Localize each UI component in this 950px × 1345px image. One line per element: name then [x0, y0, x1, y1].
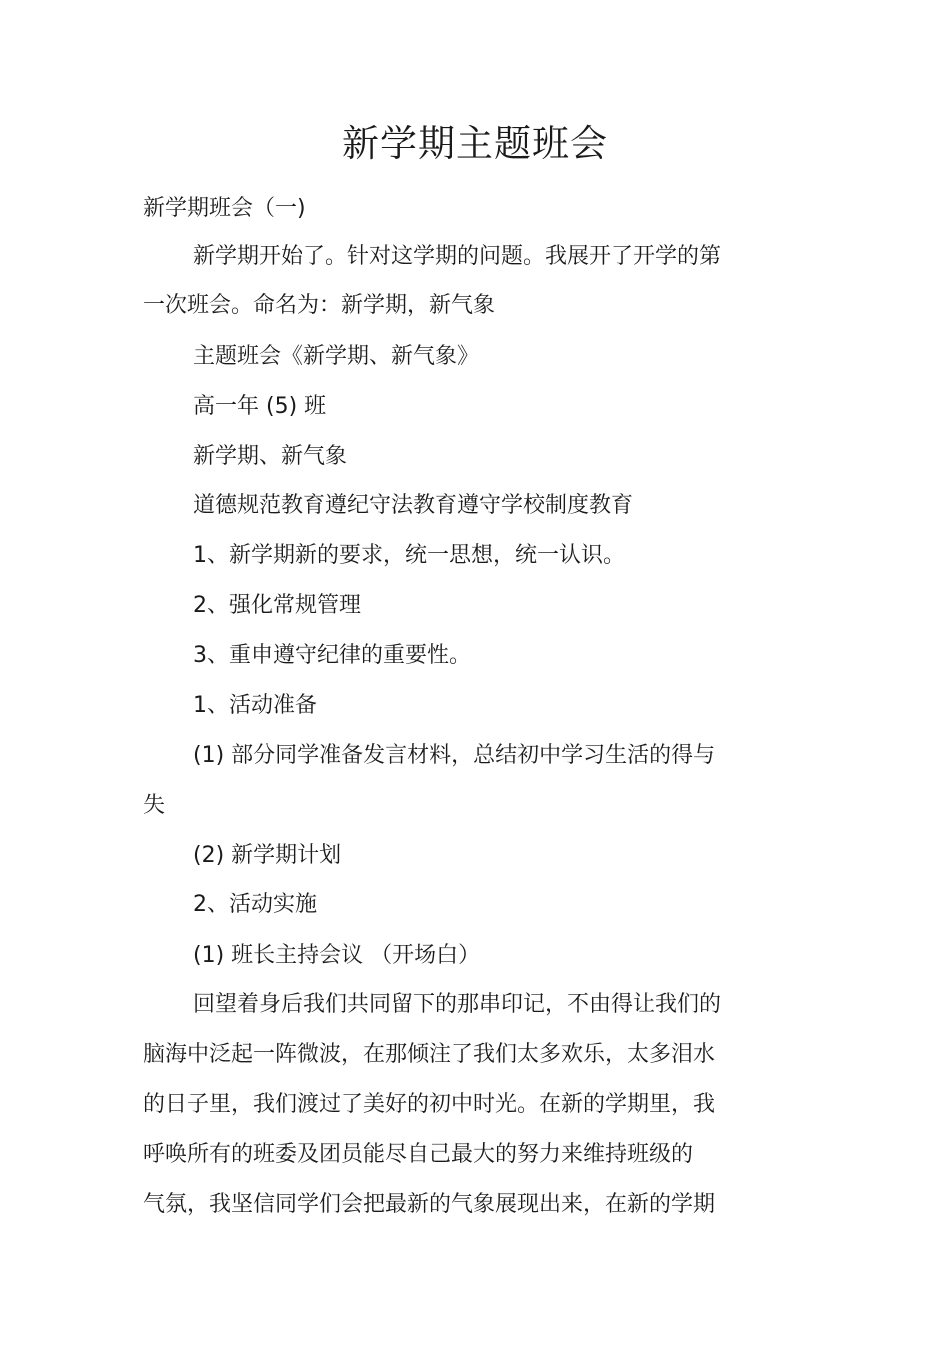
list-item: 3、重申遵守纪律的重要性。: [193, 643, 471, 668]
paragraph-line: 的日子里，我们渡过了美好的初中时光。在新的学期里，我: [143, 1092, 716, 1117]
paragraph-line: 呼唤所有的班委及团员能尽自己最大的努力来维持班级的: [143, 1142, 694, 1167]
theme-line: 新学期、新气象: [193, 444, 348, 469]
paragraph-line: 失: [143, 793, 166, 818]
list-item: 2、活动实施: [193, 892, 317, 917]
document-title: 新学期主题班会: [342, 122, 608, 165]
list-item: 1、新学期新的要求，统一思想，统一认识。: [193, 543, 625, 568]
list-item: (1) 部分同学准备发言材料，总结初中学习生活的得与: [193, 743, 716, 768]
paragraph-line: 新学期开始了。针对这学期的问题。我展开了开学的第: [193, 244, 722, 269]
section-heading: 新学期班会（一): [143, 196, 306, 221]
list-item: (2) 新学期计划: [193, 843, 342, 868]
class-line: 高一年 (5) 班: [193, 394, 327, 419]
list-item: 2、强化常规管理: [193, 593, 361, 618]
paragraph-line: 回望着身后我们共同留下的那串印记，不由得让我们的: [193, 992, 722, 1017]
paragraph-line: 气氛，我坚信同学们会把最新的气象展现出来，在新的学期: [143, 1192, 716, 1217]
list-item: (1) 班长主持会议 （开场白）: [193, 943, 481, 968]
paragraph-line: 一次班会。命名为：新学期，新气象: [143, 293, 496, 318]
list-item: 1、活动准备: [193, 693, 317, 718]
theme-line: 主题班会《新学期、新气象》: [193, 344, 480, 369]
paragraph-line: 脑海中泛起一阵微波，在那倾注了我们太多欢乐，太多泪水: [143, 1042, 716, 1067]
education-line: 道德规范教育遵纪守法教育遵守学校制度教育: [193, 493, 634, 518]
